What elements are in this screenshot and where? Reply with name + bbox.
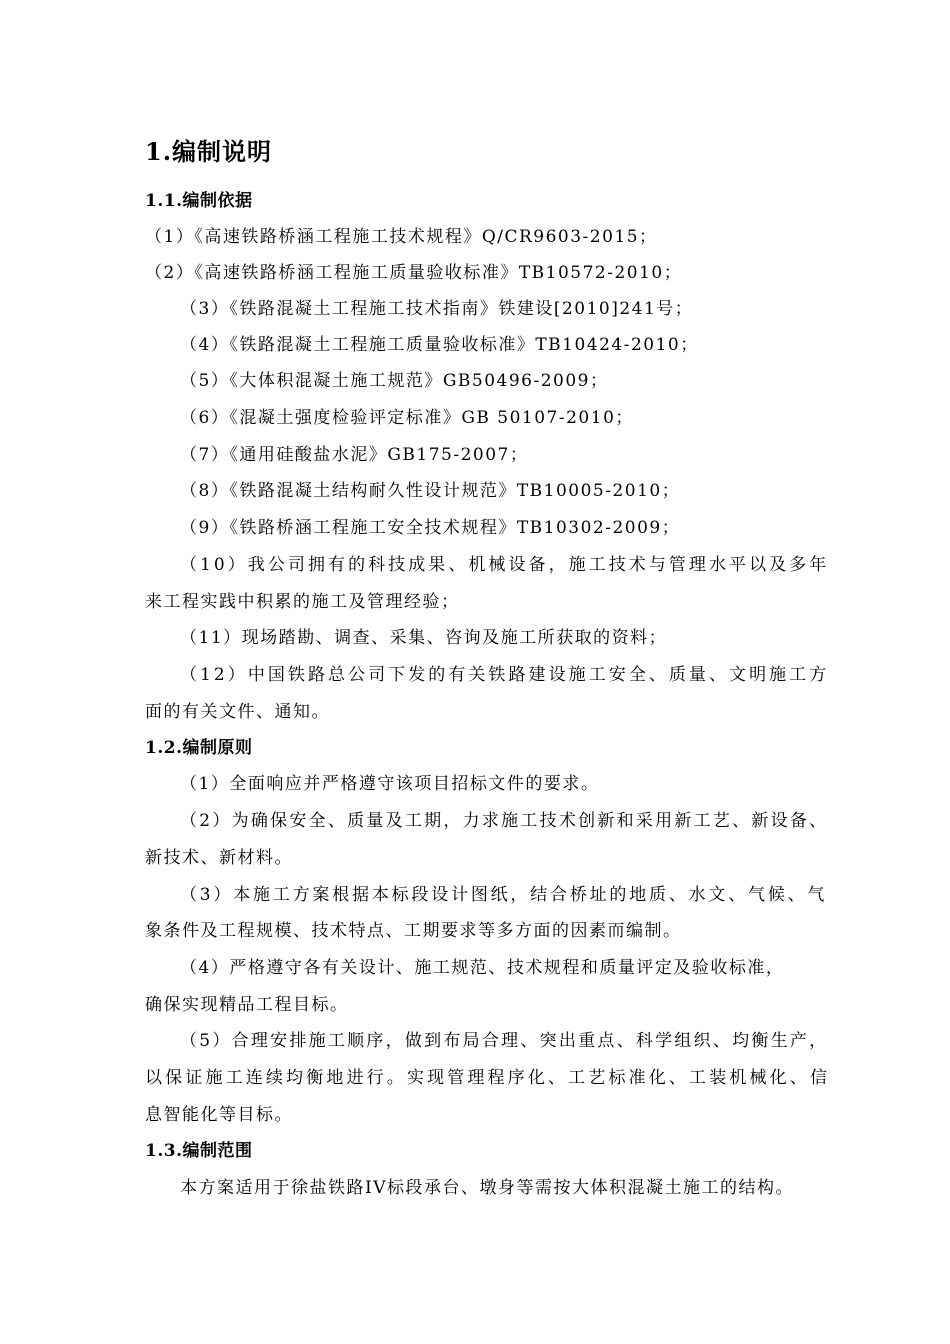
section-heading-principles: 1.2.编制原则 bbox=[145, 738, 253, 758]
basis-item-1: （1）《高速铁路桥涵工程施工技术规程》Q/CR9603-2015； bbox=[145, 227, 658, 247]
basis-item-10: （10）我公司拥有的科技成果、机械设备，施工技术与管理水平以及多年 bbox=[180, 555, 830, 575]
basis-item-5: （5）《大体积混凝土施工规范》GB50496-2009； bbox=[180, 371, 609, 391]
basis-item-7: （7）《通用硅酸盐水泥》GB175-2007； bbox=[180, 445, 529, 465]
basis-item-6: （6）《混凝土强度检验评定标准》GB 50107-2010； bbox=[180, 408, 634, 428]
scope-text: 本方案适用于徐盐铁路IV标段承台、墩身等需按大体积混凝土施工的结构。 bbox=[180, 1178, 794, 1198]
page-title: 1.编制说明 bbox=[145, 137, 273, 166]
section-heading-scope: 1.3.编制范围 bbox=[145, 1141, 253, 1161]
section-heading-basis: 1.1.编制依据 bbox=[145, 191, 253, 211]
principle-item-1: （1）全面响应并严格遵守该项目招标文件的要求。 bbox=[180, 774, 600, 794]
basis-item-9: （9）《铁路桥涵工程施工安全技术规程》TB10302-2009； bbox=[180, 518, 681, 538]
principle-item-5: （5）合理安排施工顺序，做到布局合理、突出重点、科学组织、均衡生产， bbox=[180, 1031, 829, 1051]
principle-item-2: （2）为确保安全、质量及工期，力求施工技术创新和采用新工艺、新设备、 bbox=[180, 811, 829, 831]
basis-item-3: （3）《铁路混凝土工程施工技术指南》铁建设[2010]241号； bbox=[180, 299, 694, 319]
principle-item-3: （3）本施工方案根据本标段设计图纸，结合桥址的地质、水文、气候、气 bbox=[180, 885, 828, 905]
basis-item-2: （2）《高速铁路桥涵工程施工质量验收标准》TB10572-2010； bbox=[145, 263, 683, 283]
principle-item-3-cont: 象条件及工程规模、技术特点、工期要求等多方面的因素而编制。 bbox=[145, 921, 682, 941]
principle-item-5-cont: 以保证施工连续均衡地进行。实现管理程序化、工艺标准化、工装机械化、信 bbox=[145, 1068, 831, 1088]
principle-item-4: （4）严格遵守各有关设计、施工规范、技术规程和质量评定及验收标准， bbox=[180, 958, 785, 978]
basis-item-12: （12）中国铁路总公司下发的有关铁路建设施工安全、质量、文明施工方 bbox=[180, 665, 830, 685]
basis-item-8: （8）《铁路混凝土结构耐久性设计规范》TB10005-2010； bbox=[180, 481, 681, 501]
basis-item-4: （4）《铁路混凝土工程施工质量验收标准》TB10424-2010； bbox=[180, 335, 699, 355]
basis-item-12-cont: 面的有关文件、通知。 bbox=[145, 702, 330, 722]
basis-item-10-cont: 来工程实践中积累的施工及管理经验； bbox=[145, 592, 460, 612]
principle-item-4-cont: 确保实现精品工程目标。 bbox=[145, 995, 349, 1015]
basis-item-11: （11）现场踏勘、调查、采集、咨询及施工所获取的资料； bbox=[180, 628, 668, 648]
principle-item-5-end: 息智能化等目标。 bbox=[145, 1105, 293, 1125]
principle-item-2-cont: 新技术、新材料。 bbox=[145, 848, 293, 868]
